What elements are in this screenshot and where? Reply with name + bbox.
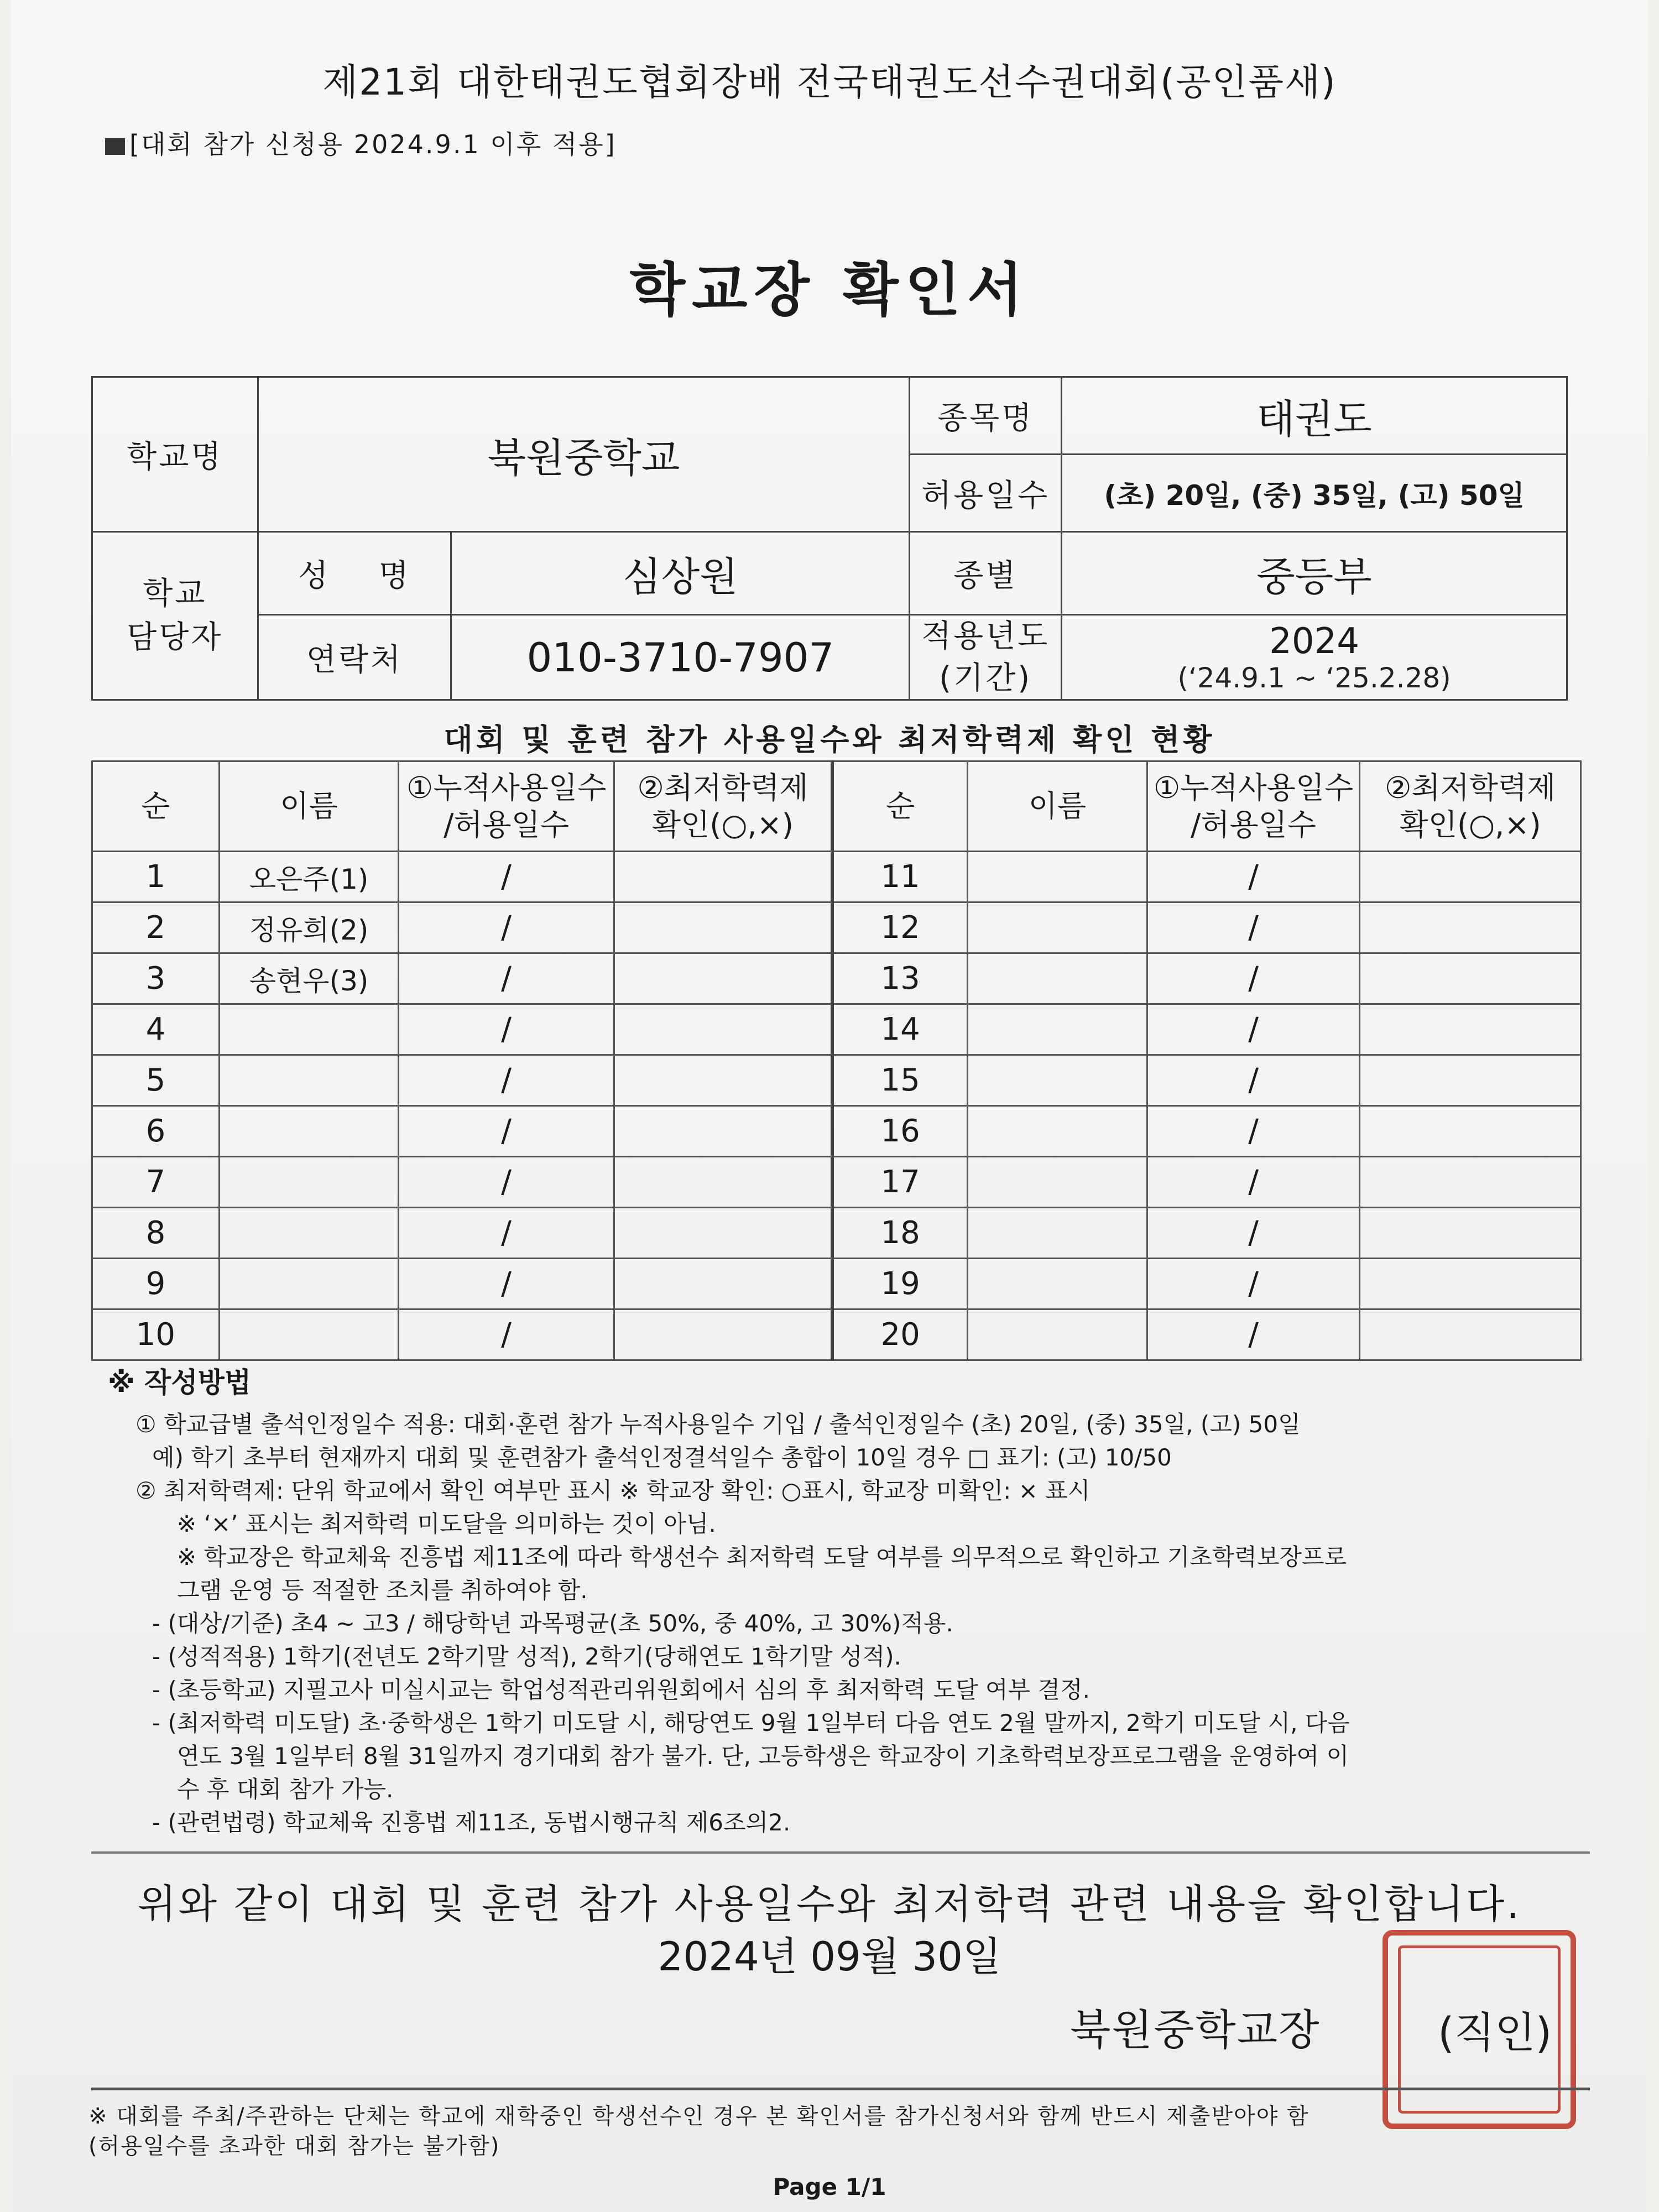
check-cell <box>1360 852 1581 902</box>
student-name: 송현우(3) <box>219 953 399 1004</box>
school-name-value: 북원중학교 <box>258 377 910 532</box>
header-check-left: ②최저학력제 확인(○,×) <box>614 761 832 852</box>
days-cell: / <box>399 953 614 1004</box>
divider-bottom <box>91 2088 1590 2090</box>
student-name <box>968 1004 1147 1055</box>
event-label: 종목명 <box>910 377 1062 455</box>
check-cell <box>1360 1259 1581 1310</box>
event-value: 태권도 <box>1062 377 1567 455</box>
usage-note-text: [대회 참가 신청용 2024.9.1 이후 적용] <box>129 129 617 159</box>
row-number: 7 <box>92 1157 220 1208</box>
header-days-right: ①누적사용일수 /허용일수 <box>1147 761 1360 852</box>
student-name <box>968 1055 1147 1106</box>
table-row <box>92 953 1581 1004</box>
check-cell <box>614 902 832 953</box>
row-number: 11 <box>832 852 968 902</box>
header-days-left: ①누적사용일수 /허용일수 <box>399 761 614 852</box>
days-cell: / <box>1147 1055 1360 1106</box>
check-cell <box>1360 1055 1581 1106</box>
check-cell <box>614 953 832 1004</box>
check-cell <box>614 1055 832 1106</box>
days-cell: / <box>399 852 614 902</box>
row-number: 15 <box>832 1055 968 1106</box>
row-number: 12 <box>832 902 968 953</box>
name-label: 성 명 <box>258 532 451 615</box>
row-number: 8 <box>92 1208 220 1259</box>
allowed-days-label: 허용일수 <box>910 455 1062 532</box>
student-name <box>968 902 1147 953</box>
check-cell <box>614 1208 832 1259</box>
year-label: 적용년도 (기간) <box>910 615 1062 700</box>
student-name: 정유희(2) <box>219 902 399 953</box>
table-row <box>92 902 1581 953</box>
category-value: 중등부 <box>1062 532 1567 615</box>
check-cell <box>614 852 832 902</box>
table-row <box>92 1055 1581 1106</box>
method-line: ※ ‘×’ 표시는 최저학력 미도달을 의미하는 것이 아님. <box>177 1510 716 1537</box>
page-number: Page 1/1 <box>773 2173 886 2200</box>
days-cell: / <box>399 1055 614 1106</box>
category-label: 종별 <box>910 532 1062 615</box>
row-number: 5 <box>92 1055 220 1106</box>
row-number: 4 <box>92 1004 220 1055</box>
table-row <box>92 1157 1581 1208</box>
student-name <box>219 1055 399 1106</box>
check-cell <box>614 1259 832 1310</box>
days-cell: / <box>1147 953 1360 1004</box>
student-name <box>968 1208 1147 1259</box>
method-line: - (관련법령) 학교체육 진흥법 제11조, 동법시행규칙 제6조의2. <box>152 1809 791 1836</box>
check-cell <box>1360 953 1581 1004</box>
header-name-right: 이름 <box>968 761 1147 852</box>
row-number: 14 <box>832 1004 968 1055</box>
student-name <box>968 1310 1147 1360</box>
days-cell: / <box>1147 1208 1360 1259</box>
student-name <box>968 852 1147 902</box>
check-cell <box>1360 1157 1581 1208</box>
document-title: 학교장 확인서 <box>629 256 1030 324</box>
days-cell: / <box>399 1004 614 1055</box>
allowed-days-value: (초) 20일, (중) 35일, (고) 50일 <box>1062 455 1567 532</box>
days-cell: / <box>1147 1004 1360 1055</box>
school-name-label: 학교명 <box>92 377 258 532</box>
student-name <box>219 1157 399 1208</box>
student-name <box>219 1106 399 1157</box>
row-number: 17 <box>832 1157 968 1208</box>
table-row <box>92 1310 1581 1360</box>
student-name: 오은주(1) <box>219 852 399 902</box>
table-row <box>92 1106 1581 1157</box>
check-cell <box>1360 1004 1581 1055</box>
method-line: ※ 학교장은 학교체육 진흥법 제11조에 따라 학생선수 최저학력 도달 여부를 의무적으로 확인하고 기초학력보장프로 <box>177 1543 1347 1571</box>
row-number: 3 <box>92 953 220 1004</box>
row-number: 1 <box>92 852 220 902</box>
student-name <box>968 1259 1147 1310</box>
year-value: 2024 <box>1269 620 1359 662</box>
school-info-table <box>91 376 1568 701</box>
method-line: ① 학교급별 출석인정일수 적용: 대회·훈련 참가 누적사용일수 기입 / 출석인정일수 (초) 20일, (중) 35일, (고) 50일 <box>135 1411 1301 1438</box>
footer-note <box>88 2101 1310 2161</box>
seal-label: (직인) <box>1438 2008 1552 2057</box>
writing-method <box>108 1366 1601 1839</box>
check-cell <box>614 1004 832 1055</box>
row-number: 19 <box>832 1259 968 1310</box>
period-value: (‘24.9.1 ~ ‘25.2.28) <box>1177 661 1451 694</box>
student-name <box>219 1004 399 1055</box>
method-line: 연도 3월 1일부터 8월 31일까지 경기대회 참가 불가. 단, 고등학생은 학교장이 기초학력보장프로그램을 운영하여 이 <box>177 1743 1349 1770</box>
phone-value: 010-3710-7907 <box>451 615 910 700</box>
days-cell: / <box>1147 1106 1360 1157</box>
method-line: 수 후 대회 참가 가능. <box>177 1776 394 1803</box>
check-cell <box>1360 1208 1581 1259</box>
footer-note-line-1: ※ 대회를 주최/주관하는 단체는 학교에 재학중인 학생선수인 경우 본 확인서를 참가신청서와 함께 반드시 제출받아야 함 <box>88 2104 1310 2129</box>
row-number: 10 <box>92 1310 220 1360</box>
student-name <box>968 1106 1147 1157</box>
row-number: 9 <box>92 1259 220 1310</box>
participation-table <box>91 760 1582 1361</box>
check-cell <box>1360 1310 1581 1360</box>
usage-note <box>105 124 617 161</box>
days-cell: / <box>399 902 614 953</box>
student-name <box>219 1208 399 1259</box>
method-line: - (초등학교) 지필고사 미실시교는 학업성적관리위원회에서 심의 후 최저학력 도달 여부 결정. <box>152 1676 1090 1703</box>
header-no-left: 순 <box>92 761 220 852</box>
table-row <box>92 1004 1581 1055</box>
contact-person-label: 학교 담당자 <box>92 532 258 700</box>
days-cell: / <box>399 1310 614 1360</box>
row-number: 20 <box>832 1310 968 1360</box>
row-number: 6 <box>92 1106 220 1157</box>
phone-label: 연락처 <box>258 615 451 700</box>
check-cell <box>1360 902 1581 953</box>
student-name <box>968 1157 1147 1208</box>
method-line: - (성적적용) 1학기(전년도 2학기말 성적), 2학기(당해연도 1학기말 성적). <box>152 1643 901 1670</box>
divider-top <box>91 1851 1590 1854</box>
method-line: 그램 운영 등 적절한 조치를 취하여야 함. <box>177 1577 588 1604</box>
check-cell <box>614 1157 832 1208</box>
student-name <box>968 953 1147 1004</box>
days-cell: / <box>399 1106 614 1157</box>
row-number: 16 <box>832 1106 968 1157</box>
method-line: 예) 학기 초부터 현재까지 대회 및 훈련참가 출석인정결석일수 총합이 10일 경우 □ 표기: (고) 10/50 <box>152 1444 1172 1471</box>
days-cell: / <box>399 1259 614 1310</box>
header-check-right: ②최저학력제 확인(○,×) <box>1360 761 1581 852</box>
days-cell: / <box>399 1157 614 1208</box>
days-cell: / <box>1147 852 1360 902</box>
method-lines <box>108 1408 1601 1839</box>
row-number: 13 <box>832 953 968 1004</box>
status-title: 대회 및 훈련 참가 사용일수와 최저학력제 확인 현황 <box>444 722 1215 757</box>
issue-date: 2024년 09월 30일 <box>658 1933 1001 1980</box>
table-row <box>92 852 1581 902</box>
days-cell: / <box>1147 1157 1360 1208</box>
row-number: 18 <box>832 1208 968 1259</box>
header-no-right: 순 <box>832 761 968 852</box>
student-name <box>219 1259 399 1310</box>
footer-note-line-2: (허용일수를 초과한 대회 참가는 불가함) <box>88 2133 500 2159</box>
square-bullet-icon <box>105 138 125 155</box>
days-cell: / <box>1147 1259 1360 1310</box>
principal-name: 북원중학교장 <box>1070 2005 1321 2054</box>
check-cell <box>614 1310 832 1360</box>
competition-title: 제21회 대한태권도협회장배 전국태권도선수권대회(공인품새) <box>322 61 1337 103</box>
name-value: 심상원 <box>451 532 910 615</box>
table-row <box>92 1259 1581 1310</box>
method-line: ② 최저학력제: 단위 학교에서 확인 여부만 표시 ※ 학교장 확인: ○표시, 학교장 미확인: × 표시 <box>135 1477 1091 1504</box>
student-name <box>219 1310 399 1360</box>
method-line: - (최저학력 미도달) 초·중학생은 1학기 미도달 시, 해당연도 9월 1일부터 다음 연도 2월 말까지, 2학기 미도달 시, 다음 <box>152 1709 1350 1736</box>
days-cell: / <box>399 1208 614 1259</box>
check-cell <box>1360 1106 1581 1157</box>
check-cell <box>614 1106 832 1157</box>
method-line: - (대상/기준) 초4 ~ 고3 / 해당학년 과목평균(초 50%, 중 40%, 고 30%)적용. <box>152 1610 953 1637</box>
header-name-left: 이름 <box>219 761 399 852</box>
table-row <box>92 1208 1581 1259</box>
confirmation-text: 위와 같이 대회 및 훈련 참가 사용일수와 최저학력 관련 내용을 확인합니다. <box>137 1881 1522 1927</box>
method-heading: ※ 작성방법 <box>108 1366 252 1399</box>
row-number: 2 <box>92 902 220 953</box>
year-cell <box>1062 615 1567 700</box>
days-cell: / <box>1147 902 1360 953</box>
days-cell: / <box>1147 1310 1360 1360</box>
